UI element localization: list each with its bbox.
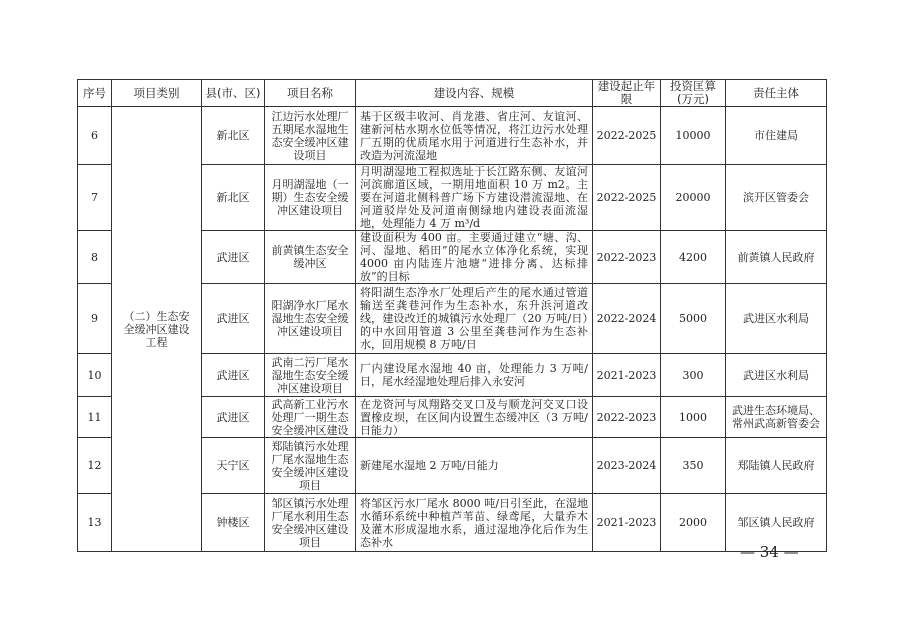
row-owner: 武进区水利局 [726, 284, 827, 354]
header-invest-line1: 投资匡算 [670, 79, 716, 93]
row-county: 钟楼区 [202, 494, 265, 552]
row-name: 郑陆镇污水处理厂尾水湿地生态安全缓冲区建设项目 [265, 438, 356, 494]
header-name: 项目名称 [265, 80, 356, 107]
row-no: 10 [78, 354, 112, 397]
row-no: 8 [78, 231, 112, 284]
row-name: 武南二污厂尾水湿地生态安全缓冲区建设项目 [265, 354, 356, 397]
row-period: 2022-2025 [593, 107, 661, 165]
row-content: 在龙资河与凤翔路交叉口及与顺龙河交叉口设置橡皮坝，在区间内设置生态缓冲区（3 万吨/日能力） [356, 397, 593, 438]
row-period: 2021-2023 [593, 354, 661, 397]
row-no: 6 [78, 107, 112, 165]
row-name: 武高新工业污水处理厂一期生态安全缓冲区建设 [265, 397, 356, 438]
row-county: 武进区 [202, 354, 265, 397]
page-number: — 34 — [740, 543, 799, 561]
project-table [77, 79, 827, 552]
row-invest: 10000 [661, 107, 726, 165]
row-period: 2022-2023 [593, 397, 661, 438]
row-owner: 邹区镇人民政府 [726, 494, 827, 552]
row-owner: 前黄镇人民政府 [726, 231, 827, 284]
row-owner: 武进区水利局 [726, 354, 827, 397]
row-county: 武进区 [202, 231, 265, 284]
header-owner: 责任主体 [726, 80, 827, 107]
category-cell: （二）生态安全缓冲区建设工程 [112, 107, 202, 552]
row-invest: 300 [661, 354, 726, 397]
header-invest [661, 80, 726, 107]
row-period: 2022-2025 [593, 165, 661, 231]
row-invest: 350 [661, 438, 726, 494]
row-no: 7 [78, 165, 112, 231]
row-name: 江边污水处理厂五期尾水湿地生态安全缓冲区建设项目 [265, 107, 356, 165]
row-county: 新北区 [202, 107, 265, 165]
row-owner: 武进生态环境局、常州武高新管委会 [726, 397, 827, 438]
row-name: 阳湖净水厂尾水湿地生态安全缓冲区建设项目 [265, 284, 356, 354]
row-period: 2022-2023 [593, 231, 661, 284]
header-invest-line2: (万元) [677, 92, 709, 106]
table-header-row [78, 80, 827, 107]
row-content: 新建尾水湿地 2 万吨/日能力 [356, 438, 593, 494]
row-county: 新北区 [202, 165, 265, 231]
row-content: 将阳湖生态净水厂处理后产生的尾水通过管道输送至龚巷河作为生态补水，东升浜河道改线，建设改迁的城镇污水处理厂（20 万吨/日）的中水回用管道 3 公里至龚巷河作为生态补水，回用规模 8 万吨/日 [356, 284, 593, 354]
header-county: 县(市、区) [202, 80, 265, 107]
row-content: 月明湖湿地工程拟选址于长江路东侧、友谊河河滨廊道区域，一期用地面积 10 万 m2。主要在河道北侧科普广场下方建设潜流湿地、在河道驳岸处及河道南侧绿地内建设表面流湿地，处理能力 4 万 m³/d [356, 165, 593, 231]
row-period: 2021-2023 [593, 494, 661, 552]
header-no: 序号 [78, 80, 112, 107]
row-content: 基于区级丰收河、肖龙港、省庄河、友谊河、建新河枯水期水位低等情况，将江边污水处理厂五期的优质尾水用于河道进行生态补水，并改造为河流湿地 [356, 107, 593, 165]
row-content: 建设面积为 400 亩。主要通过建立“塘、沟、河、湿地、稻田”的尾水立体净化系统，实现 4000 亩内陆连片池塘“进排分离、达标排放”的目标 [356, 231, 593, 284]
row-no: 12 [78, 438, 112, 494]
row-content: 厂内建设尾水湿地 40 亩，处理能力 3 万吨/日，尾水经湿地处理后排入永安河 [356, 354, 593, 397]
header-category: 项目类别 [112, 80, 202, 107]
row-county: 武进区 [202, 284, 265, 354]
header-period: 建设起止年限 [593, 80, 661, 107]
row-no: 11 [78, 397, 112, 438]
row-owner: 滨开区管委会 [726, 165, 827, 231]
row-owner: 郑陆镇人民政府 [726, 438, 827, 494]
row-invest: 1000 [661, 397, 726, 438]
row-name: 邹区镇污水处理厂尾水利用生态安全缓冲区建设项目 [265, 494, 356, 552]
row-county: 天宁区 [202, 438, 265, 494]
header-content: 建设内容、规模 [356, 80, 593, 107]
row-county: 武进区 [202, 397, 265, 438]
row-no: 9 [78, 284, 112, 354]
row-owner: 市住建局 [726, 107, 827, 165]
row-invest: 5000 [661, 284, 726, 354]
row-content: 将邹区污水厂尾水 8000 吨/日引至此，在湿地水循环系统中种植芦苇苗、绿鸢尾，大量乔木及灌木形成湿地水系，通过湿地净化后作为生态补水 [356, 494, 593, 552]
row-invest: 4200 [661, 231, 726, 284]
row-name: 前黄镇生态安全缓冲区 [265, 231, 356, 284]
row-period: 2023-2024 [593, 438, 661, 494]
row-name: 月明湖湿地（一期）生态安全缓冲区建设项目 [265, 165, 356, 231]
row-period: 2022-2024 [593, 284, 661, 354]
row-invest: 2000 [661, 494, 726, 552]
row-invest: 20000 [661, 165, 726, 231]
row-no: 13 [78, 494, 112, 552]
table-row [78, 107, 827, 165]
